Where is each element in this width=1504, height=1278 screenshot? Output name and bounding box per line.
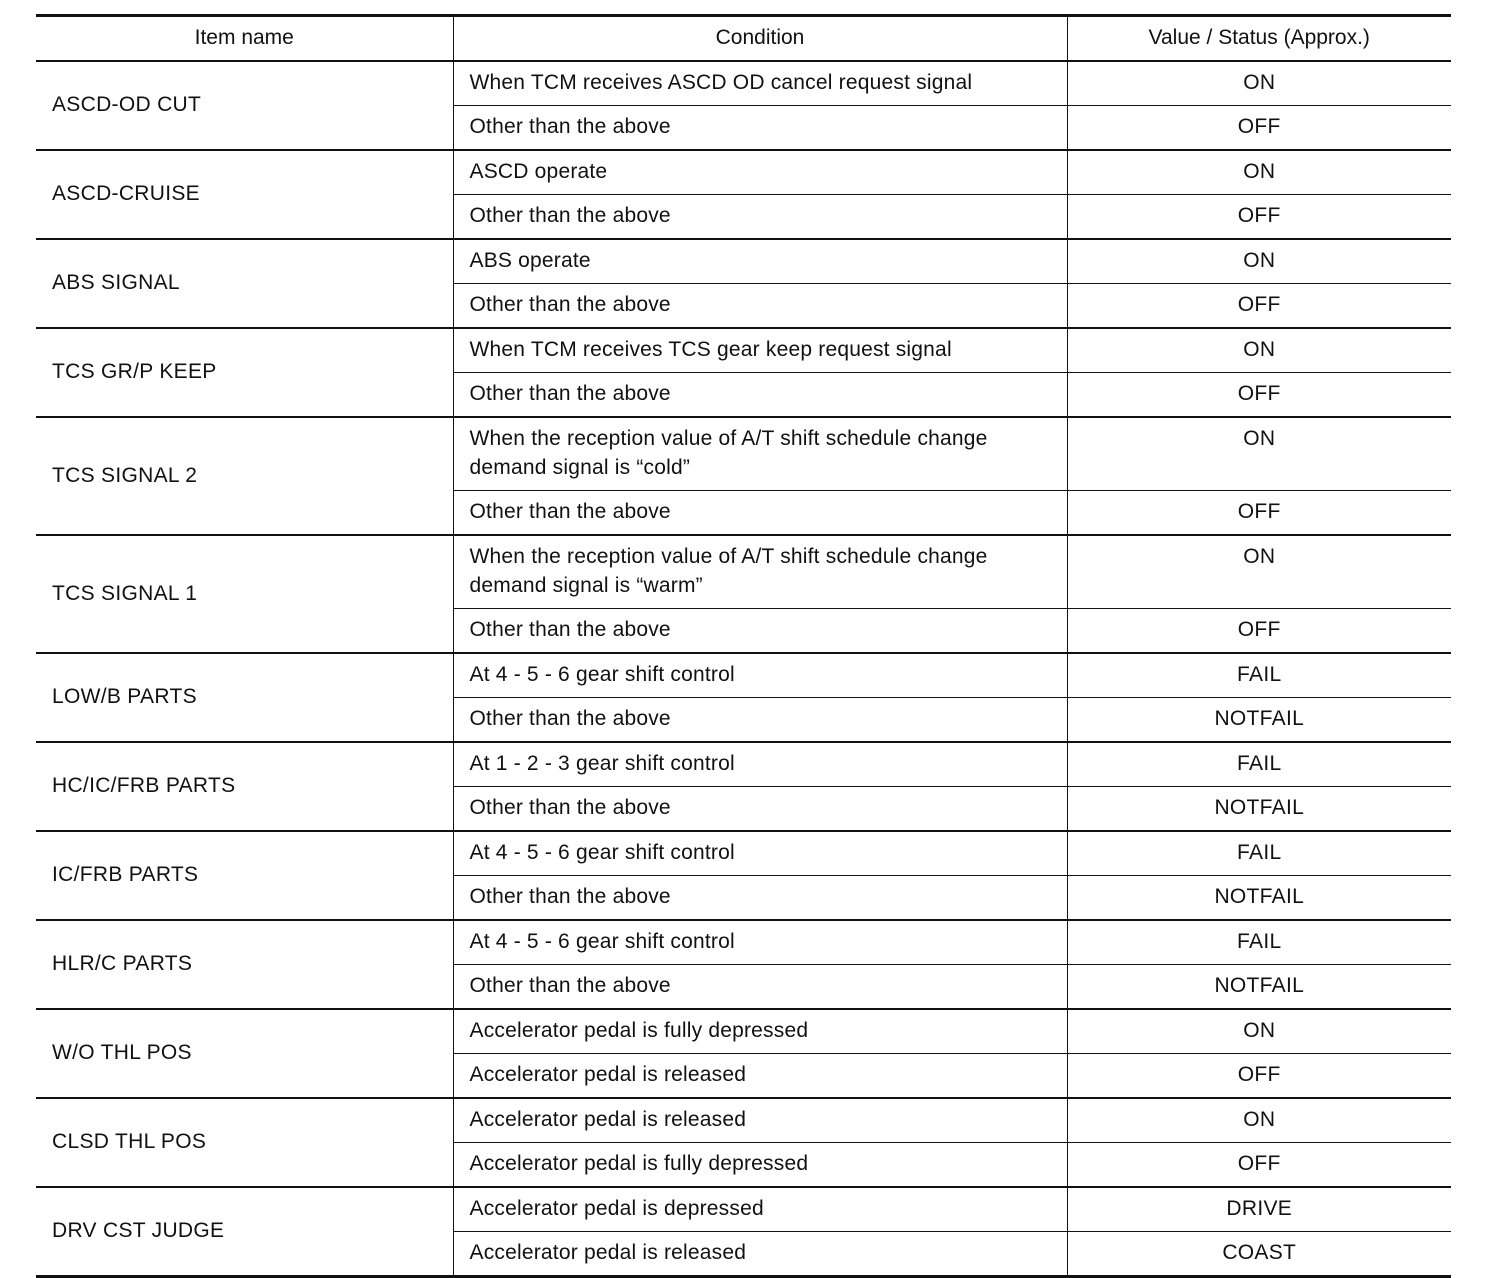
- table-row: [36, 920, 1451, 965]
- value-status-cell: ON: [1067, 1009, 1451, 1054]
- condition-cell: Accelerator pedal is released: [453, 1098, 1067, 1143]
- table-row: [36, 1009, 1451, 1054]
- value-status-cell: FAIL: [1067, 920, 1451, 965]
- condition-cell: Accelerator pedal is released: [453, 1232, 1067, 1277]
- item-name-cell: IC/FRB PARTS: [36, 831, 453, 920]
- value-status-cell: FAIL: [1067, 831, 1451, 876]
- value-status-cell: NOTFAIL: [1067, 965, 1451, 1010]
- value-status-cell: OFF: [1067, 195, 1451, 240]
- table-row: [36, 535, 1451, 609]
- table-row: [36, 328, 1451, 373]
- value-status-cell: NOTFAIL: [1067, 876, 1451, 921]
- table-header: [36, 16, 1451, 62]
- value-status-cell: OFF: [1067, 1054, 1451, 1099]
- value-status-cell: ON: [1067, 239, 1451, 284]
- condition-cell: When the reception value of A/T shift schedule change demand signal is “warm”: [453, 535, 1067, 609]
- item-name-cell: ASCD-OD CUT: [36, 61, 453, 150]
- condition-cell: At 1 - 2 - 3 gear shift control: [453, 742, 1067, 787]
- condition-cell: Other than the above: [453, 106, 1067, 151]
- table-row: [36, 61, 1451, 106]
- condition-cell: Accelerator pedal is depressed: [453, 1187, 1067, 1232]
- condition-cell: Other than the above: [453, 965, 1067, 1010]
- condition-cell: Accelerator pedal is released: [453, 1054, 1067, 1099]
- condition-cell: Other than the above: [453, 609, 1067, 654]
- table-row: [36, 742, 1451, 787]
- value-status-cell: FAIL: [1067, 653, 1451, 698]
- item-name-cell: TCS SIGNAL 1: [36, 535, 453, 653]
- value-status-cell: OFF: [1067, 1143, 1451, 1188]
- condition-cell: Other than the above: [453, 491, 1067, 536]
- value-status-cell: ON: [1067, 328, 1451, 373]
- item-name-cell: DRV CST JUDGE: [36, 1187, 453, 1277]
- table-row: [36, 831, 1451, 876]
- condition-cell: ABS operate: [453, 239, 1067, 284]
- item-name-cell: ASCD-CRUISE: [36, 150, 453, 239]
- item-name-cell: TCS GR/P KEEP: [36, 328, 453, 417]
- table-body: [36, 61, 1451, 1277]
- condition-cell: Accelerator pedal is fully depressed: [453, 1143, 1067, 1188]
- item-name-cell: TCS SIGNAL 2: [36, 417, 453, 535]
- value-status-cell: ON: [1067, 535, 1451, 609]
- table-row: [36, 1187, 1451, 1232]
- condition-cell: When TCM receives TCS gear keep request signal: [453, 328, 1067, 373]
- value-status-cell: NOTFAIL: [1067, 698, 1451, 743]
- condition-cell: Other than the above: [453, 373, 1067, 418]
- header-value-status: Value / Status (Approx.): [1067, 16, 1451, 62]
- condition-cell: When TCM receives ASCD OD cancel request signal: [453, 61, 1067, 106]
- condition-cell: At 4 - 5 - 6 gear shift control: [453, 653, 1067, 698]
- header-condition: Condition: [453, 16, 1067, 62]
- condition-cell: ASCD operate: [453, 150, 1067, 195]
- item-name-cell: ABS SIGNAL: [36, 239, 453, 328]
- condition-cell: Other than the above: [453, 787, 1067, 832]
- value-status-cell: ON: [1067, 1098, 1451, 1143]
- value-status-cell: COAST: [1222, 1241, 1297, 1264]
- condition-cell: Other than the above: [453, 876, 1067, 921]
- value-status-cell: ON: [1067, 61, 1451, 106]
- table-row: [36, 1098, 1451, 1143]
- value-status-cell: FAIL: [1067, 742, 1451, 787]
- header-row: [36, 16, 1451, 62]
- item-name-cell: HLR/C PARTS: [36, 920, 453, 1009]
- data-monitor-table-container: [36, 14, 1451, 1278]
- value-status-cell: NOTFAIL: [1067, 787, 1451, 832]
- value-status-cell: OFF: [1067, 373, 1451, 418]
- condition-cell: Accelerator pedal is fully depressed: [453, 1009, 1067, 1054]
- item-name-cell: W/O THL POS: [36, 1009, 453, 1098]
- value-status-cell: OFF: [1067, 106, 1451, 151]
- table-row: [36, 150, 1451, 195]
- item-name-cell: CLSD THL POS: [36, 1098, 453, 1187]
- table-row: [36, 417, 1451, 491]
- condition-cell: When the reception value of A/T shift schedule change demand signal is “cold”: [453, 417, 1067, 491]
- data-monitor-table: [36, 14, 1451, 1278]
- value-status-cell: DRIVE: [1067, 1187, 1451, 1232]
- condition-cell: Other than the above: [453, 284, 1067, 329]
- value-status-cell: ON: [1067, 417, 1451, 491]
- value-status-cell: OFF: [1067, 284, 1451, 329]
- condition-cell: Other than the above: [453, 195, 1067, 240]
- value-status-cell: ON: [1067, 150, 1451, 195]
- value-status-cell: OFF: [1067, 609, 1451, 654]
- value-status-cell: OFF: [1067, 491, 1451, 536]
- condition-cell: Other than the above: [453, 698, 1067, 743]
- condition-cell: At 4 - 5 - 6 gear shift control: [453, 831, 1067, 876]
- condition-cell: At 4 - 5 - 6 gear shift control: [453, 920, 1067, 965]
- header-item-name: Item name: [36, 16, 453, 62]
- table-row: [36, 653, 1451, 698]
- item-name-cell: HC/IC/FRB PARTS: [36, 742, 453, 831]
- table-row: [36, 239, 1451, 284]
- item-name-cell: LOW/B PARTS: [36, 653, 453, 742]
